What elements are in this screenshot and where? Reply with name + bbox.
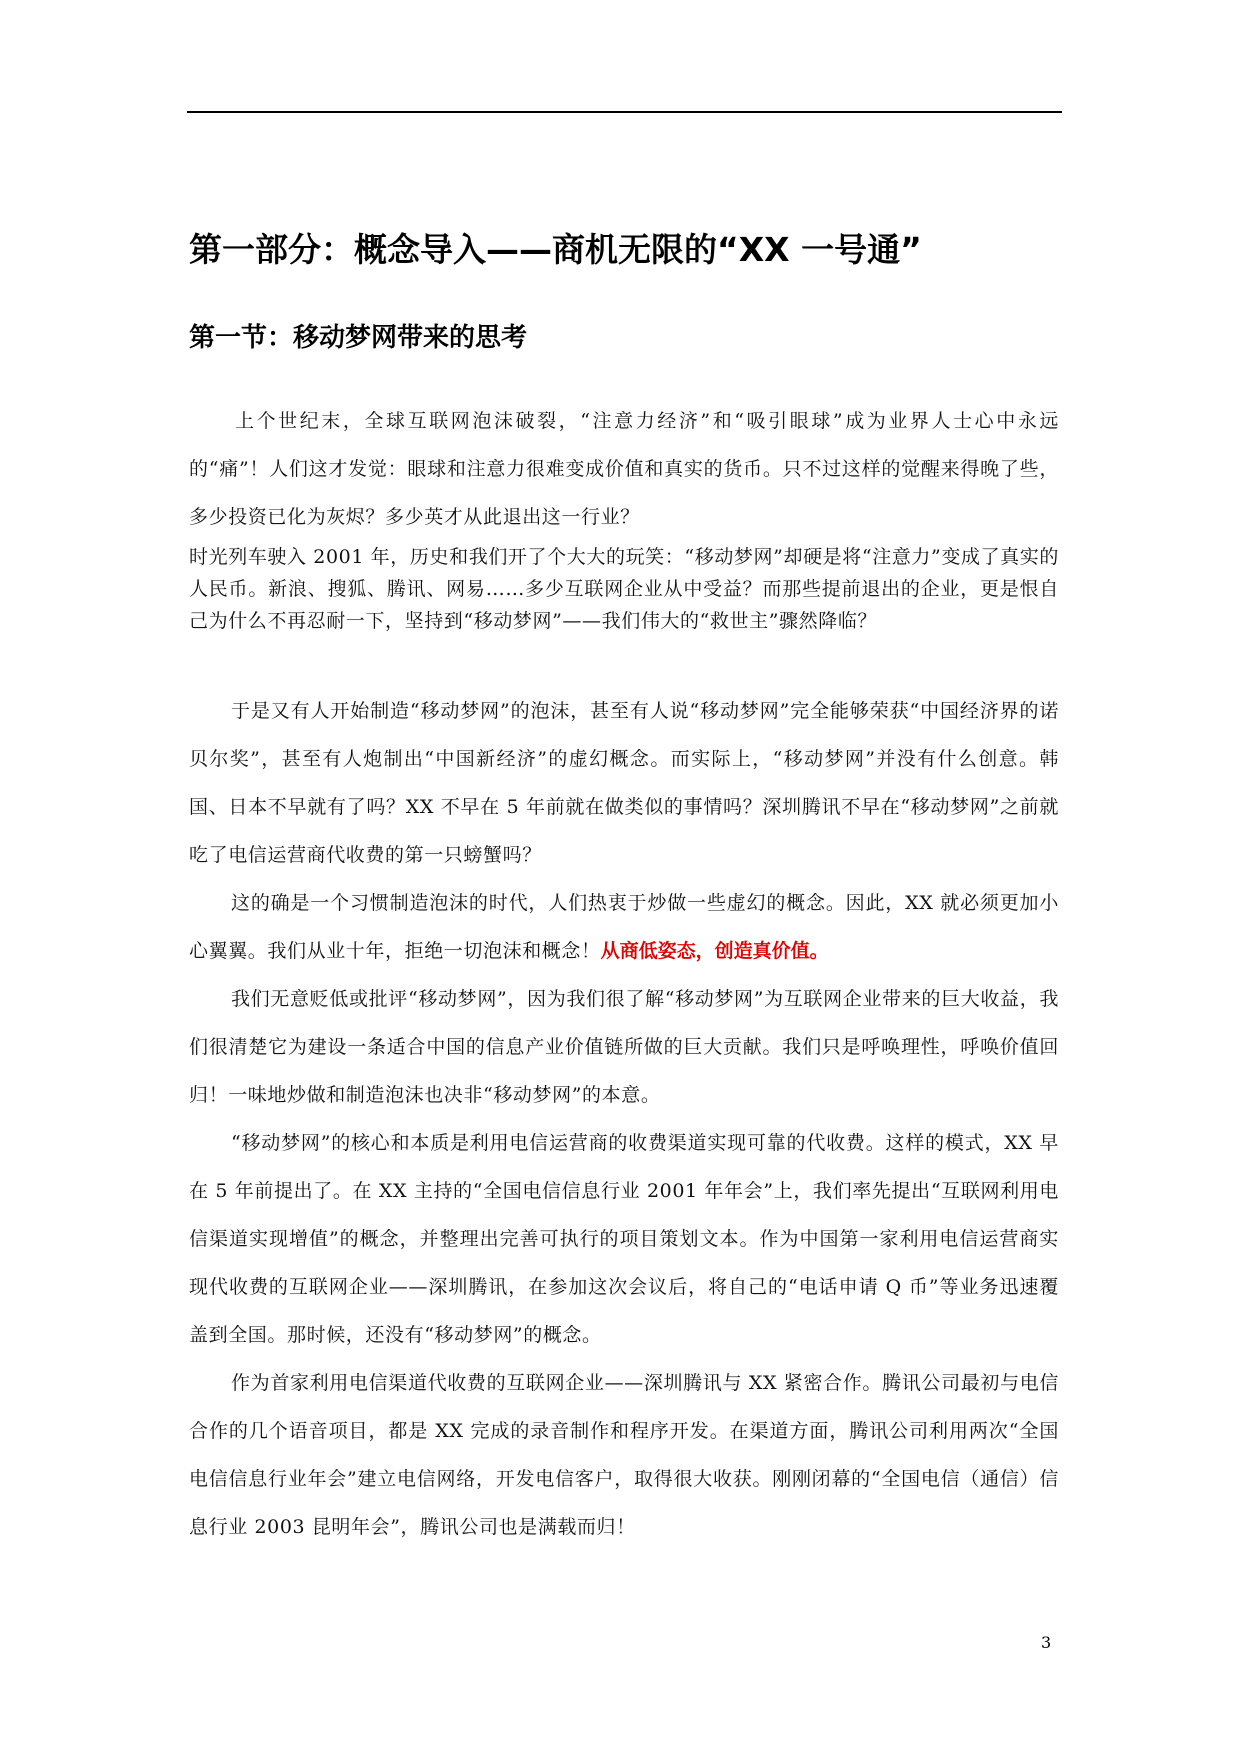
paragraph-tencent: 作为首家利用电信渠道代收费的互联网企业——深圳腾讯与 XX 紧密合作。腾讯公司最初与电信合作的几个语音项目，都是 XX 完成的录音制作和程序开发。在渠道方面，腾讯公司利用两次“全国电信信息行业年会”建立电信网络，开发电信客户，取得很大收获。刚刚闭幕的“全国电信（通信）信息行业 2003 昆明年会”，腾讯公司也是满载而归！: [189, 1372, 1059, 1538]
paragraph-bubble: 于是又有人开始制造“移动梦网”的泡沫，甚至有人说“移动梦网”完全能够荣获“中国经济界的诺贝尔奖”，甚至有人炮制出“中国新经济”的虚幻概念。而实际上，“移动梦网”并没有什么创意。韩国、日本不早就有了吗？XX 不早在 5 年前就在做类似的事情吗？深圳腾讯不早在“移动梦网”之前就吃了电信运营商代收费的第一只螃蟹吗？: [189, 700, 1059, 866]
part-title: 第一部分：概念导入——商机无限的“XX 一号通”: [189, 230, 922, 269]
paragraph-era-text: 这的确是一个习惯制造泡沫的时代，人们热衷于炒做一些虚幻的概念。因此，XX 就必须更加小心翼翼。我们从业十年，拒绝一切泡沫和概念！: [189, 892, 1059, 962]
section-title: 第一节：移动梦网带来的思考: [189, 323, 528, 353]
paragraph-no-criticism: 我们无意贬低或批评“移动梦网”，因为我们很了解“移动梦网”为互联网企业带来的巨大收益，我们很清楚它为建设一条适合中国的信息产业价值链所做的巨大贡献。我们只是呼唤理性，呼唤价值回归！一味地炒做和制造泡沫也决非“移动梦网”的本意。: [189, 988, 1059, 1106]
page-number: 3: [1041, 1633, 1052, 1652]
paragraph-2001: 时光列车驶入 2001 年，历史和我们开了个大大的玩笑：“移动梦网”却硬是将“注意力”变成了真实的人民币。新浪、搜狐、腾讯、网易……多少互联网企业从中受益？而那些提前退出的企业，更是恨自己为什么不再忍耐一下，坚持到“移动梦网”——我们伟大的“救世主”骤然降临？: [189, 546, 1059, 632]
slogan-highlight: 从商低姿态，创造真价值。: [600, 940, 829, 962]
paragraph-intro: 上个世纪末，全球互联网泡沫破裂，“注意力经济”和“吸引眼球”成为业界人士心中永远的“痛”！人们这才发觉：眼球和注意力很难变成价值和真实的货币。只不过这样的觉醒来得晚了些，多少投资已化为灰烬？多少英才从此退出这一行业？: [189, 410, 1059, 528]
header-rule: [187, 111, 1062, 113]
paragraph-core: “移动梦网”的核心和本质是利用电信运营商的收费渠道实现可靠的代收费。这样的模式，XX 早在 5 年前提出了。在 XX 主持的“全国电信信息行业 2001 年年会”上，我们率先提出“互联网利用电信渠道实现增值”的概念，并整理出完善可执行的项目策划文本。作为中国第一家利用电信运营商实现代收费的互联网企业——深圳腾讯，在参加这次会议后，将自己的“电话申请 Q 币”等业务迅速覆盖到全国。那时候，还没有“移动梦网”的概念。: [189, 1132, 1059, 1346]
document-body: [189, 226, 1059, 1551]
paragraph-era: [189, 879, 1059, 975]
